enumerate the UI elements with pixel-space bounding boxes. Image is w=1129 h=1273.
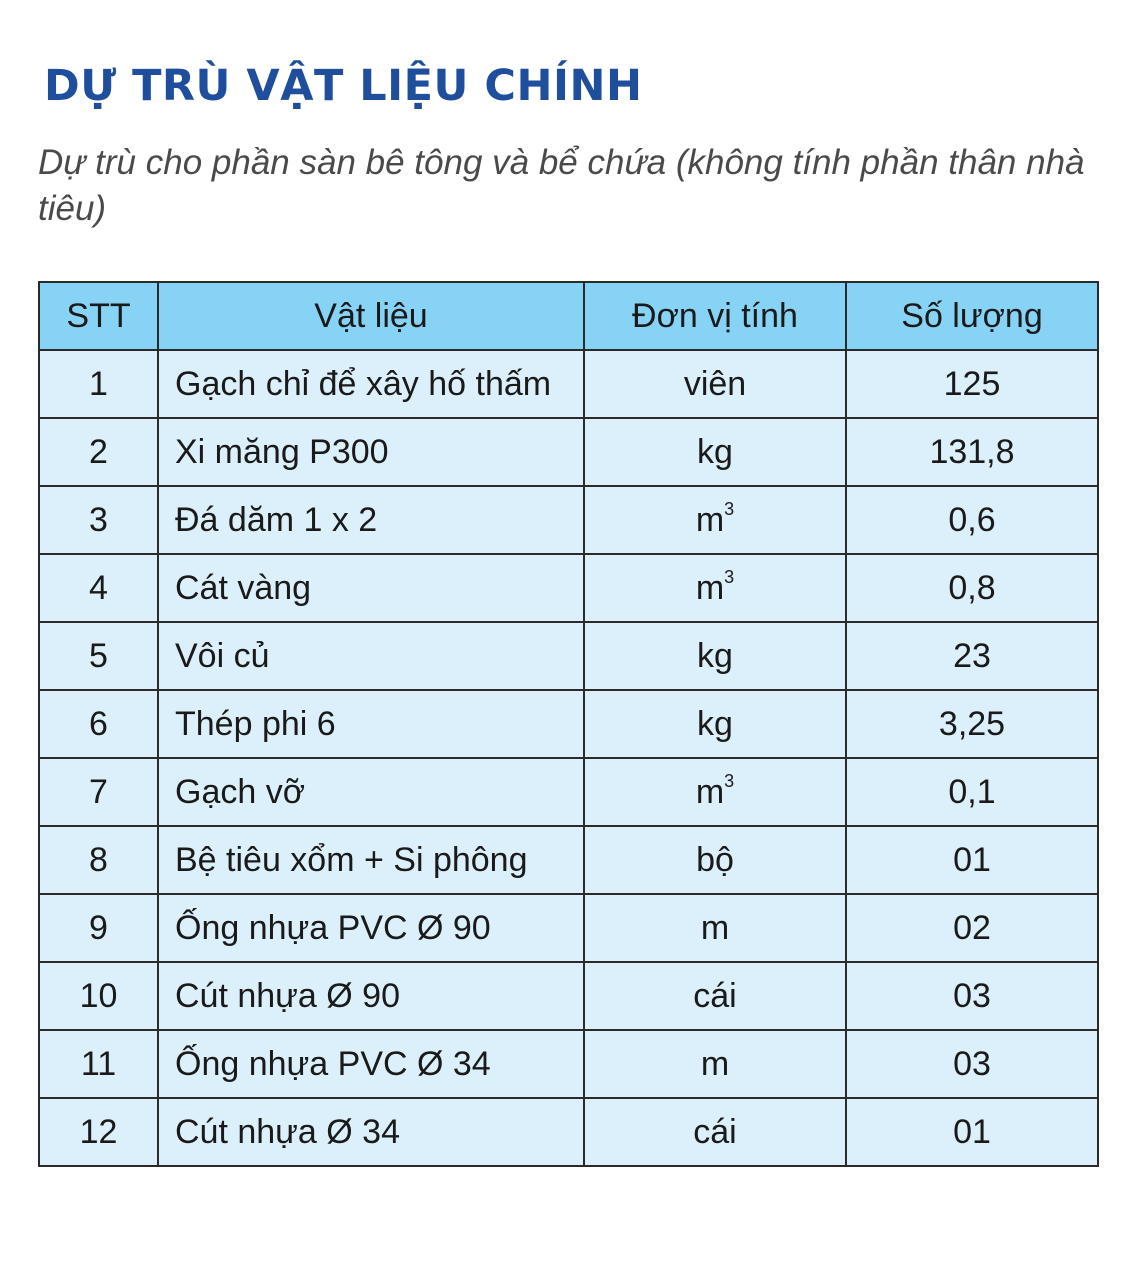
cell-material: Xi măng P300	[158, 418, 584, 486]
cell-stt: 4	[39, 554, 158, 622]
cell-quantity: 03	[846, 962, 1098, 1030]
cell-unit	[584, 418, 846, 486]
cell-material: Ống nhựa PVC Ø 34	[158, 1030, 584, 1098]
cell-unit	[584, 622, 846, 690]
unit-exponent: 3	[724, 770, 735, 791]
cell-stt: 8	[39, 826, 158, 894]
cell-material: Cát vàng	[158, 554, 584, 622]
cell-quantity: 3,25	[846, 690, 1098, 758]
cell-material: Gạch vỡ	[158, 758, 584, 826]
table-row	[39, 1030, 1098, 1098]
materials-table	[38, 281, 1099, 1167]
cell-unit	[584, 962, 846, 1030]
cell-material: Bệ tiêu xổm + Si phông	[158, 826, 584, 894]
cell-unit	[584, 758, 846, 826]
unit-exponent: 3	[724, 498, 735, 519]
table-row	[39, 1098, 1098, 1166]
cell-unit	[584, 350, 846, 418]
cell-unit	[584, 554, 846, 622]
cell-stt: 1	[39, 350, 158, 418]
cell-stt: 10	[39, 962, 158, 1030]
cell-stt: 9	[39, 894, 158, 962]
page-subtitle: Dự trù cho phần sàn bê tông và bể chứa (không tính phần thân nhà tiêu)	[38, 143, 1085, 228]
cell-material: Đá dăm 1 x 2	[158, 486, 584, 554]
unit-text: cái	[693, 1112, 737, 1151]
unit-text: kg	[697, 704, 733, 743]
cell-material: Vôi củ	[158, 622, 584, 690]
table-row	[39, 418, 1098, 486]
table-row	[39, 554, 1098, 622]
cell-stt: 11	[39, 1030, 158, 1098]
cell-quantity: 131,8	[846, 418, 1098, 486]
cell-stt: 6	[39, 690, 158, 758]
cell-quantity: 0,6	[846, 486, 1098, 554]
table-header-row	[39, 282, 1098, 350]
header-stt: STT	[39, 282, 158, 350]
unit-text: m	[695, 568, 725, 607]
cell-quantity: 01	[846, 826, 1098, 894]
header-unit: Đơn vị tính	[584, 282, 846, 350]
cell-unit	[584, 486, 846, 554]
table-row	[39, 962, 1098, 1030]
table-row	[39, 758, 1098, 826]
table-row	[39, 486, 1098, 554]
table-body	[39, 350, 1098, 1166]
cell-stt: 3	[39, 486, 158, 554]
cell-material: Ống nhựa PVC Ø 90	[158, 894, 584, 962]
cell-stt: 2	[39, 418, 158, 486]
cell-material: Cút nhựa Ø 34	[158, 1098, 584, 1166]
cell-quantity: 01	[846, 1098, 1098, 1166]
cell-unit	[584, 826, 846, 894]
table-row	[39, 894, 1098, 962]
cell-quantity: 125	[846, 350, 1098, 418]
unit-text: m	[700, 908, 730, 947]
cell-material: Gạch chỉ để xây hố thấm	[158, 350, 584, 418]
unit-text: m	[700, 1044, 730, 1083]
page-title: DỰ TRÙ VẬT LIỆU CHÍNH	[44, 61, 643, 111]
table-row	[39, 826, 1098, 894]
cell-quantity: 0,8	[846, 554, 1098, 622]
cell-quantity: 02	[846, 894, 1098, 962]
cell-unit	[584, 690, 846, 758]
unit-text: bộ	[696, 840, 734, 879]
cell-stt: 7	[39, 758, 158, 826]
unit-text: m	[695, 500, 725, 539]
unit-text: cái	[693, 976, 737, 1015]
unit-text: kg	[697, 636, 733, 675]
cell-unit	[584, 1098, 846, 1166]
header-quantity: Số lượng	[846, 282, 1098, 350]
cell-stt: 5	[39, 622, 158, 690]
table-row	[39, 622, 1098, 690]
unit-text: kg	[697, 432, 733, 471]
cell-quantity: 23	[846, 622, 1098, 690]
cell-unit	[584, 1030, 846, 1098]
cell-unit	[584, 894, 846, 962]
cell-material: Thép phi 6	[158, 690, 584, 758]
cell-quantity: 03	[846, 1030, 1098, 1098]
unit-text: m	[695, 772, 725, 811]
table-row	[39, 350, 1098, 418]
unit-exponent: 3	[724, 566, 735, 587]
cell-stt: 12	[39, 1098, 158, 1166]
cell-material: Cút nhựa Ø 90	[158, 962, 584, 1030]
header-material: Vật liệu	[158, 282, 584, 350]
unit-text: viên	[683, 364, 747, 403]
cell-quantity: 0,1	[846, 758, 1098, 826]
table-row	[39, 690, 1098, 758]
